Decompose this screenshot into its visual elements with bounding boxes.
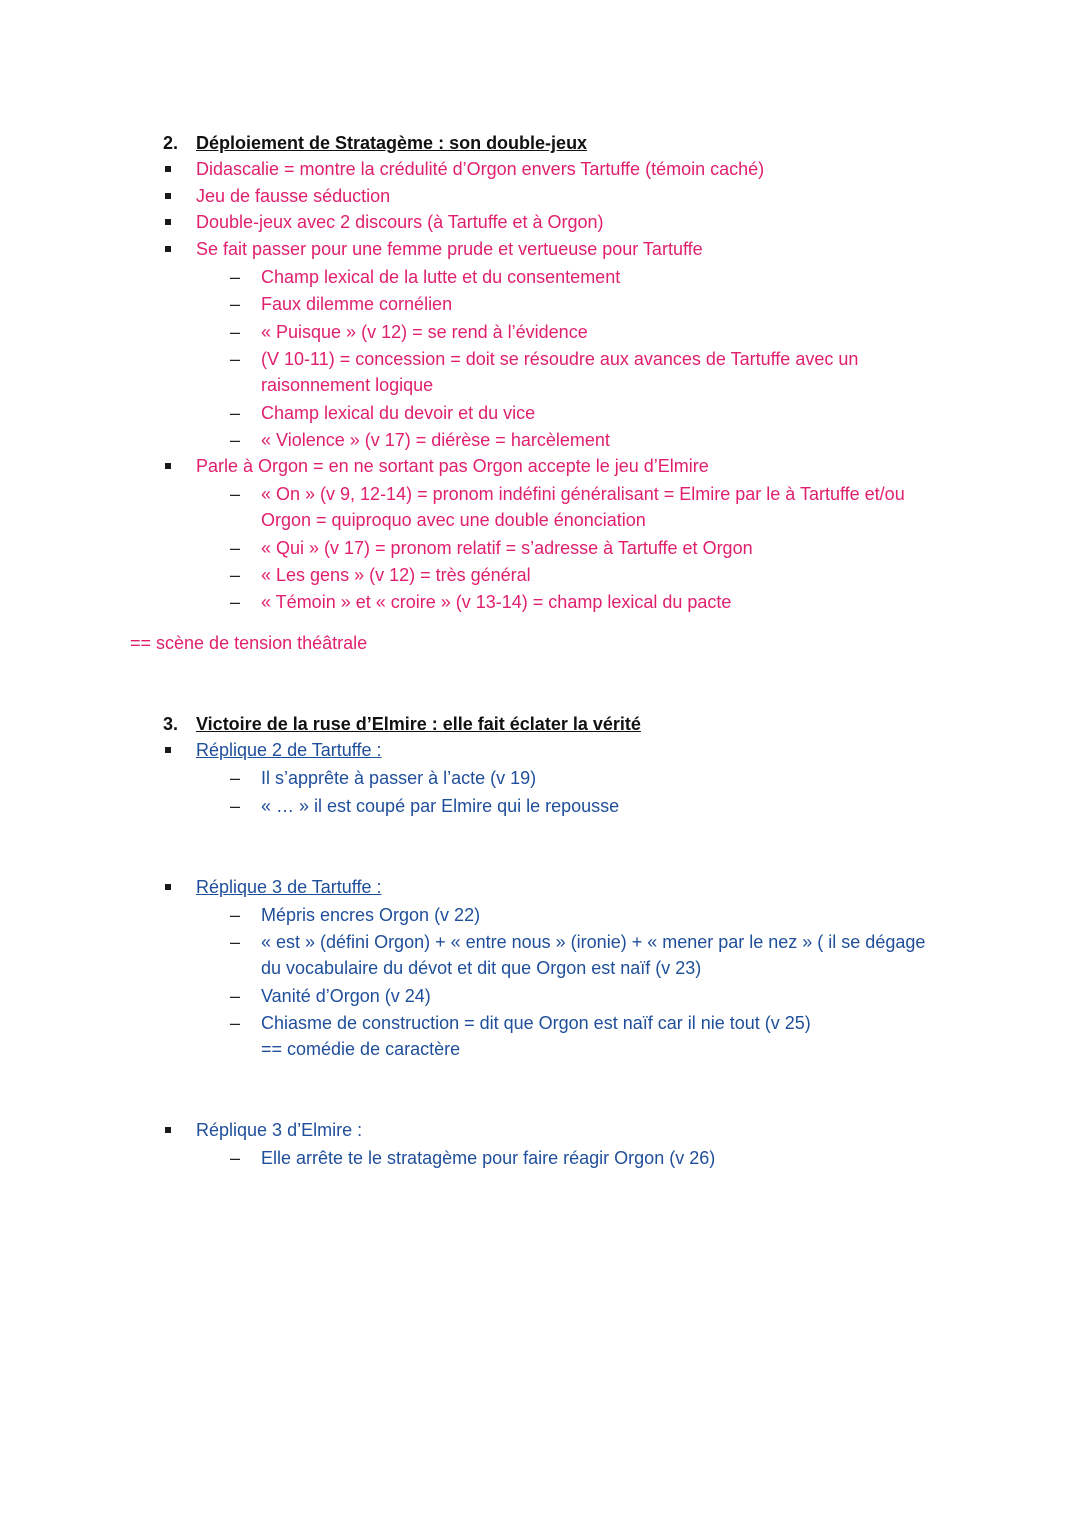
sub-item: « Témoin » et « croire » (v 13-14) = champ lexical du pacte [261,592,732,612]
dash-icon: – [230,932,241,952]
sub-item: « Les gens » (v 12) = très général [261,565,531,585]
section-2-number: 2. [163,133,179,153]
section-2-conclusion: == scène de tension théâtrale [130,633,368,653]
bullet-icon [165,463,171,469]
bullet-item: Double-jeux avec 2 discours (à Tartuffe et à Orgon) [196,212,604,232]
sub-item: « Violence » (v 17) = diérèse = harcèlement [261,430,610,450]
sub-item: « est » (défini Orgon) + « entre nous » (ironie) + « mener par le nez » ( il se dégage [261,932,926,952]
bullet-icon [165,166,171,172]
sub-item: Mépris encres Orgon (v 22) [261,905,481,925]
dash-icon: – [230,294,241,314]
dash-icon: – [230,796,241,816]
dash-icon: – [230,565,241,585]
replique-3-tartuffe-heading: Réplique 3 de Tartuffe : [196,877,382,897]
dash-icon: – [230,349,241,369]
bullet-icon [165,246,171,252]
section-2-title: Déploiement de Stratagème : son double-jeux [196,133,588,153]
bullet-icon [165,193,171,199]
sub-item: « On » (v 9, 12-14) = pronom indéfini généralisant = Elmire par le à Tartuffe et/ou [261,484,905,504]
dash-icon: – [230,1148,241,1168]
sub-item: (V 10-11) = concession = doit se résoudre aux avances de Tartuffe avec un [261,349,859,369]
bullet-item: Jeu de fausse séduction [196,186,391,206]
dash-icon: – [230,403,241,423]
sub-item: Faux dilemme cornélien [261,294,453,314]
dash-icon: – [230,484,241,504]
dash-icon: – [230,1013,241,1033]
replique-3-elmire-heading: Réplique 3 d’Elmire : [196,1120,363,1140]
dash-icon: – [230,905,241,925]
sub-item-continuation: Orgon = quiproquo avec une double énonciation [261,510,646,530]
dash-icon: – [230,430,241,450]
section-3-title: Victoire de la ruse d’Elmire : elle fait éclater la vérité [196,714,641,734]
sub-item-continuation: du vocabulaire du dévot et dit que Orgon est naïf (v 23) [261,958,702,978]
sub-item-continuation: raisonnement logique [261,375,434,395]
bullet-item: Didascalie = montre la crédulité d’Orgon envers Tartuffe (témoin caché) [196,159,765,179]
bullet-icon [165,884,171,890]
sub-item: « Puisque » (v 12) = se rend à l’évidence [261,322,588,342]
dash-icon: – [230,768,241,788]
dash-icon: – [230,267,241,287]
sub-item: « Qui » (v 17) = pronom relatif = s’adresse à Tartuffe et Orgon [261,538,753,558]
dash-icon: – [230,322,241,342]
bullet-icon [165,747,171,753]
bullet-icon [165,1127,171,1133]
bullet-item: Se fait passer pour une femme prude et vertueuse pour Tartuffe [196,239,703,259]
replique-3-conclusion: == comédie de caractère [261,1039,461,1059]
dash-icon: – [230,538,241,558]
replique-2-tartuffe-heading: Réplique 2 de Tartuffe : [196,740,382,760]
sub-item: Vanité d’Orgon (v 24) [261,986,431,1006]
dash-icon: – [230,986,241,1006]
sub-item: Il s’apprête à passer à l’acte (v 19) [261,768,537,788]
bullet-icon [165,219,171,225]
sub-item: Champ lexical du devoir et du vice [261,403,536,423]
sub-item: Elle arrête te le stratagème pour faire réagir Orgon (v 26) [261,1148,716,1168]
section-3-number: 3. [163,714,179,734]
sub-item: « … » il est coupé par Elmire qui le repousse [261,796,620,816]
bullet-item: Parle à Orgon = en ne sortant pas Orgon accepte le jeu d’Elmire [196,456,709,476]
dash-icon: – [230,592,241,612]
sub-item: Chiasme de construction = dit que Orgon est naïf car il nie tout (v 25) [261,1013,811,1033]
sub-item: Champ lexical de la lutte et du consentement [261,267,621,287]
